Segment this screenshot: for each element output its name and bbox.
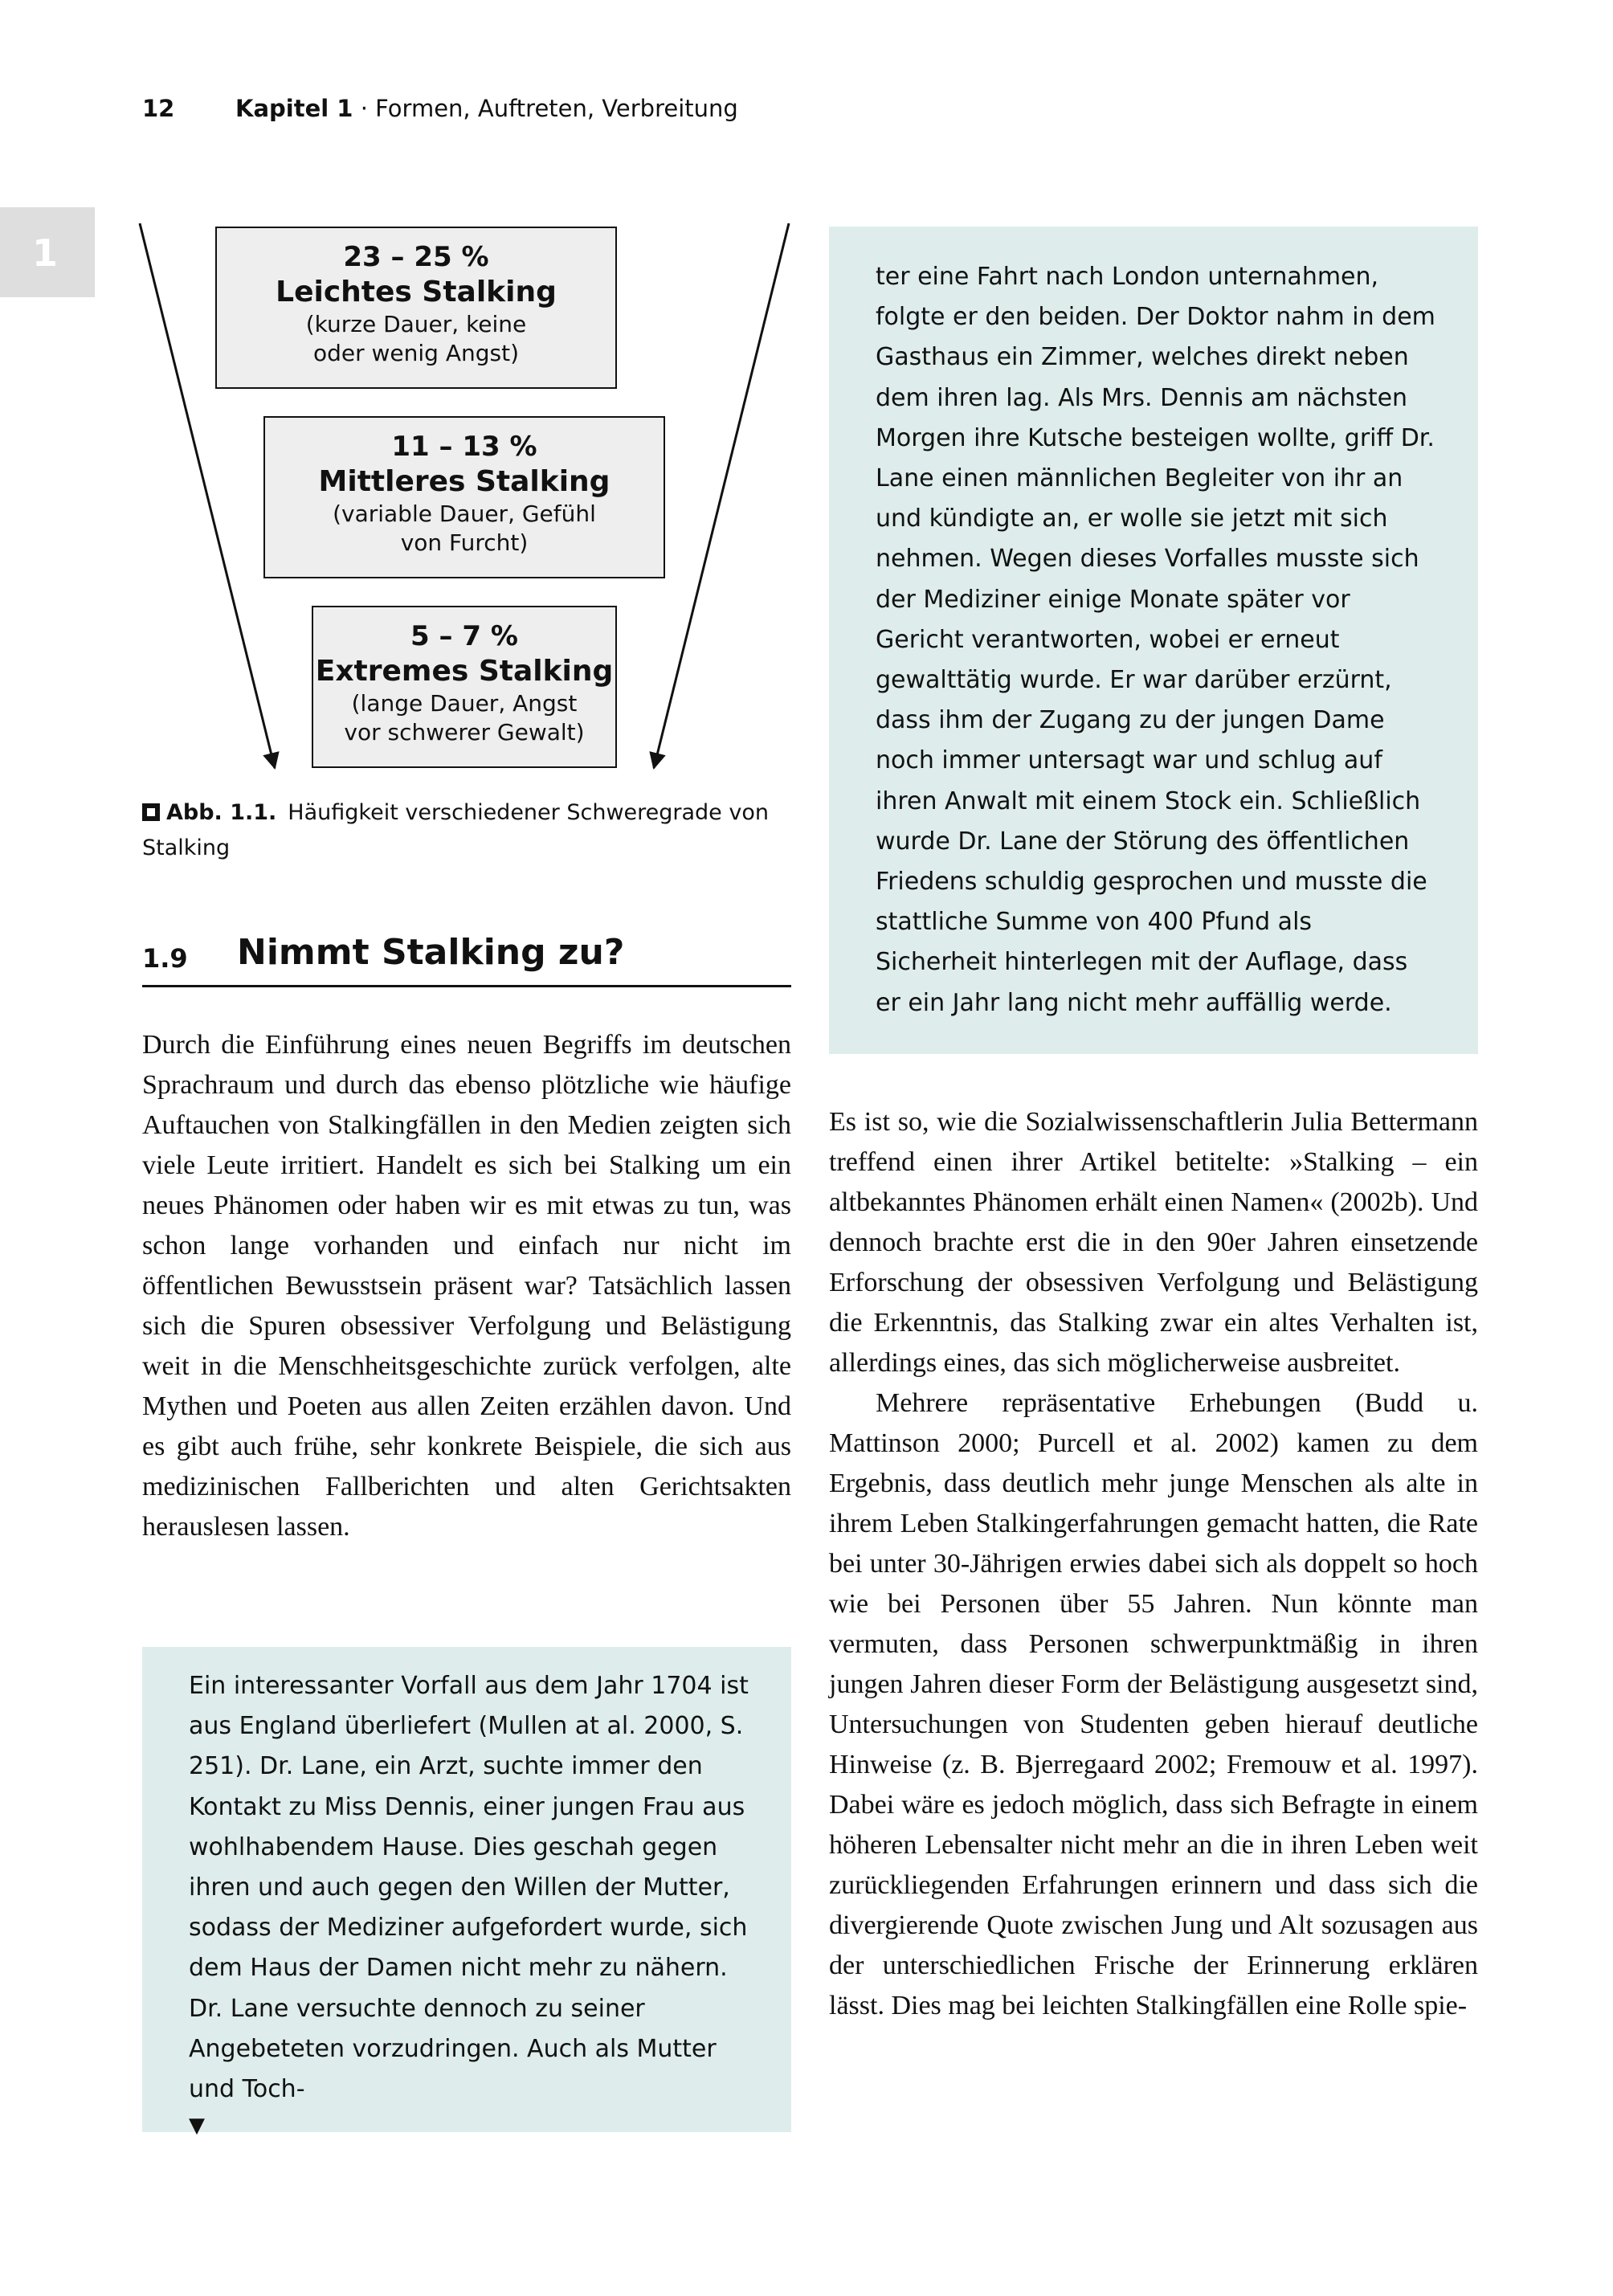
severity-percent: 23 – 25 % xyxy=(343,241,489,273)
case-text: ter eine Fahrt nach London unternahmen, folgte er den beiden. Der Doktor nahm in dem Gasthaus ein Zimmer, welches direkt neben dem ihren lag. Als Mrs. Dennis am nächsten Morgen ihre Kutsche besteigen wollte, griff Dr. Lane einen männlichen Begleiter von ihr an und kündigte an, er wolle sie jetzt mit sich nehmen. Wegen dieses Vorfalles musste sich der Mediziner einige Monate später vor Gericht verantworten, wobei er erneut gewalttätig wurde. Er war darüber erzürnt, dass ihm der Zugang zu der jungen Dame noch immer untersagt war und schlug auf ihren Anwalt mit einem Stock ein. Schließlich wurde Dr. Lane der Störung des öffentlichen Friedens schuldig gesprochen und musste die stattliche Summe von 400 Pfund als Sicherheit hinterlegen mit der Auflage, dass er ein Jahr lang nicht mehr auffällig werde. xyxy=(876,263,1435,1017)
severity-label: Mittleres Stalking xyxy=(318,465,610,498)
section-heading xyxy=(142,932,791,987)
continue-arrow-icon: ▼ xyxy=(189,2114,205,2139)
caption-label: Abb. 1.1. xyxy=(166,800,277,825)
severity-label: Leichtes Stalking xyxy=(276,276,557,308)
chapter-label: Kapitel 1 xyxy=(235,95,353,122)
severity-box-light xyxy=(215,227,617,389)
case-box-right xyxy=(829,227,1478,1054)
body-text-left xyxy=(142,1025,791,1547)
severity-desc-line: (kurze Dauer, keine xyxy=(305,311,527,337)
paragraph: Durch die Einführung eines neuen Begriffs im deutschen Sprachraum und durch das ebenso plötzliche wie häufige Auftauchen von Stalkingfällen in den Medien zeigten sich viele Leute irritiert. Handelt es sich bei Stalking um ein neues Phänomen oder haben wir es mit etwas zu tun, was schon lange vorhanden und einfach nur nicht im öffentlichen Bewusstsein präsent war? Tatsächlich lassen sich die Spuren obsessiver Verfolgung und Belästigung weit in die Menschheitsgeschichte zurück verfolgen, alte Mythen und Poeten aus allen Zeiten erzählen davon. Und es gibt auch frühe, sehr konkrete Beispiele, die sich aus medizinischen Fallberichten und alten Gerichtsakten herauslesen lassen. xyxy=(142,1030,791,1542)
severity-desc-line: oder wenig Angst) xyxy=(312,340,520,366)
severity-desc-line: (lange Dauer, Angst xyxy=(351,690,578,717)
severity-percent: 11 – 13 % xyxy=(391,431,537,463)
severity-box-medium xyxy=(263,416,665,578)
severity-desc-line: von Furcht) xyxy=(400,529,529,556)
section-title: Nimmt Stalking zu? xyxy=(237,932,625,973)
severity-percent: 5 – 7 % xyxy=(410,620,518,652)
paragraph: Mehrere repräsentative Erhebungen (Budd u. Mattinson 2000; Purcell et al. 2002) kamen zu dem Ergebnis, dass deutlich mehr junge Menschen als alte in ihrem Leben Stalkingerfahrungen gemacht hatten, die Rate bei unter 30-Jährigen erwies dabei sich als doppelt so hoch wie bei Personen über 55 Jahren. Nun könnte man vermuten, dass Personen schwerpunktmäßig in ihren jungen Jahren dieser Form der Belästigung ausgesetzt sind, Untersuchungen von Studenten geben hierauf deutliche Hinweise (z. B. Bjerregaard 2002; Fremouw et al. 1997). Dabei wäre es jedoch möglich, dass sich Befragte in einem höheren Lebensalter nicht mehr an die in ihren Leben weit zurückliegenden Erfahrungen erinnern und dass sich die divergierende Quote zwischen Jung und Alt sozusagen aus der unterschiedlichen Frische der Erinnerung erklären lässt. Dies mag bei leichten Stalkingfällen eine Rolle spie- xyxy=(829,1388,1478,2020)
section-number: 1.9 xyxy=(142,943,188,974)
chapter-title: Formen, Auftreten, Verbreitung xyxy=(375,95,738,122)
caption-text: Häufigkeit verschiedener Schweregrade von Stalking xyxy=(142,800,769,860)
body-text-right xyxy=(829,1102,1478,2026)
severity-desc-line: (variable Dauer, Gefühl xyxy=(333,500,596,527)
running-head xyxy=(142,95,738,122)
chapter-tab xyxy=(0,207,95,297)
caption-marker-icon xyxy=(142,803,160,821)
figure-caption xyxy=(142,795,769,866)
chapter-separator: · xyxy=(353,95,376,122)
right-arrow xyxy=(654,223,789,768)
case-text: Ein interessanter Vorfall aus dem Jahr 1704 ist aus England überliefert (Mullen at al. 2000, S. 251). Dr. Lane, ein Arzt, suchte immer den Kontakt zu Miss Dennis, einer jungen Frau aus wohlhabendem Hause. Dies geschah gegen ihren und auch gegen den Willen der Mutter, sodass der Mediziner aufgefordert wurde, sich dem Haus der Damen nicht mehr zu nähern. Dr. Lane versuchte dennoch zu seiner Angebeteten vorzudringen. Auch als Mutter und Toch- xyxy=(189,1672,749,2104)
severity-desc-line: vor schwerer Gewalt) xyxy=(344,719,585,746)
chapter-heading xyxy=(235,95,738,122)
severity-label: Extremes Stalking xyxy=(315,655,614,688)
figure-stalking-severity xyxy=(129,217,803,779)
chapter-tab-number: 1 xyxy=(32,231,59,275)
page-number: 12 xyxy=(142,95,175,122)
severity-box-extreme xyxy=(312,606,617,768)
paragraph: Es ist so, wie die Sozialwissenschaftlerin Julia Bettermann treffend einen ihrer Artikel betitelte: »Stalking – ein altbekanntes Phänomen erhält einen Namen« (2002b). Und dennoch brachte erst die in den 90er Jahren einsetzende Erforschung der obsessiven Verfolgung und Belästigung die Erkenntnis, das Stalking zwar ein altes Verhalten ist, allerdings eines, das sich möglicherweise ausbreitet. xyxy=(829,1107,1478,1378)
case-box-left xyxy=(142,1647,791,2139)
